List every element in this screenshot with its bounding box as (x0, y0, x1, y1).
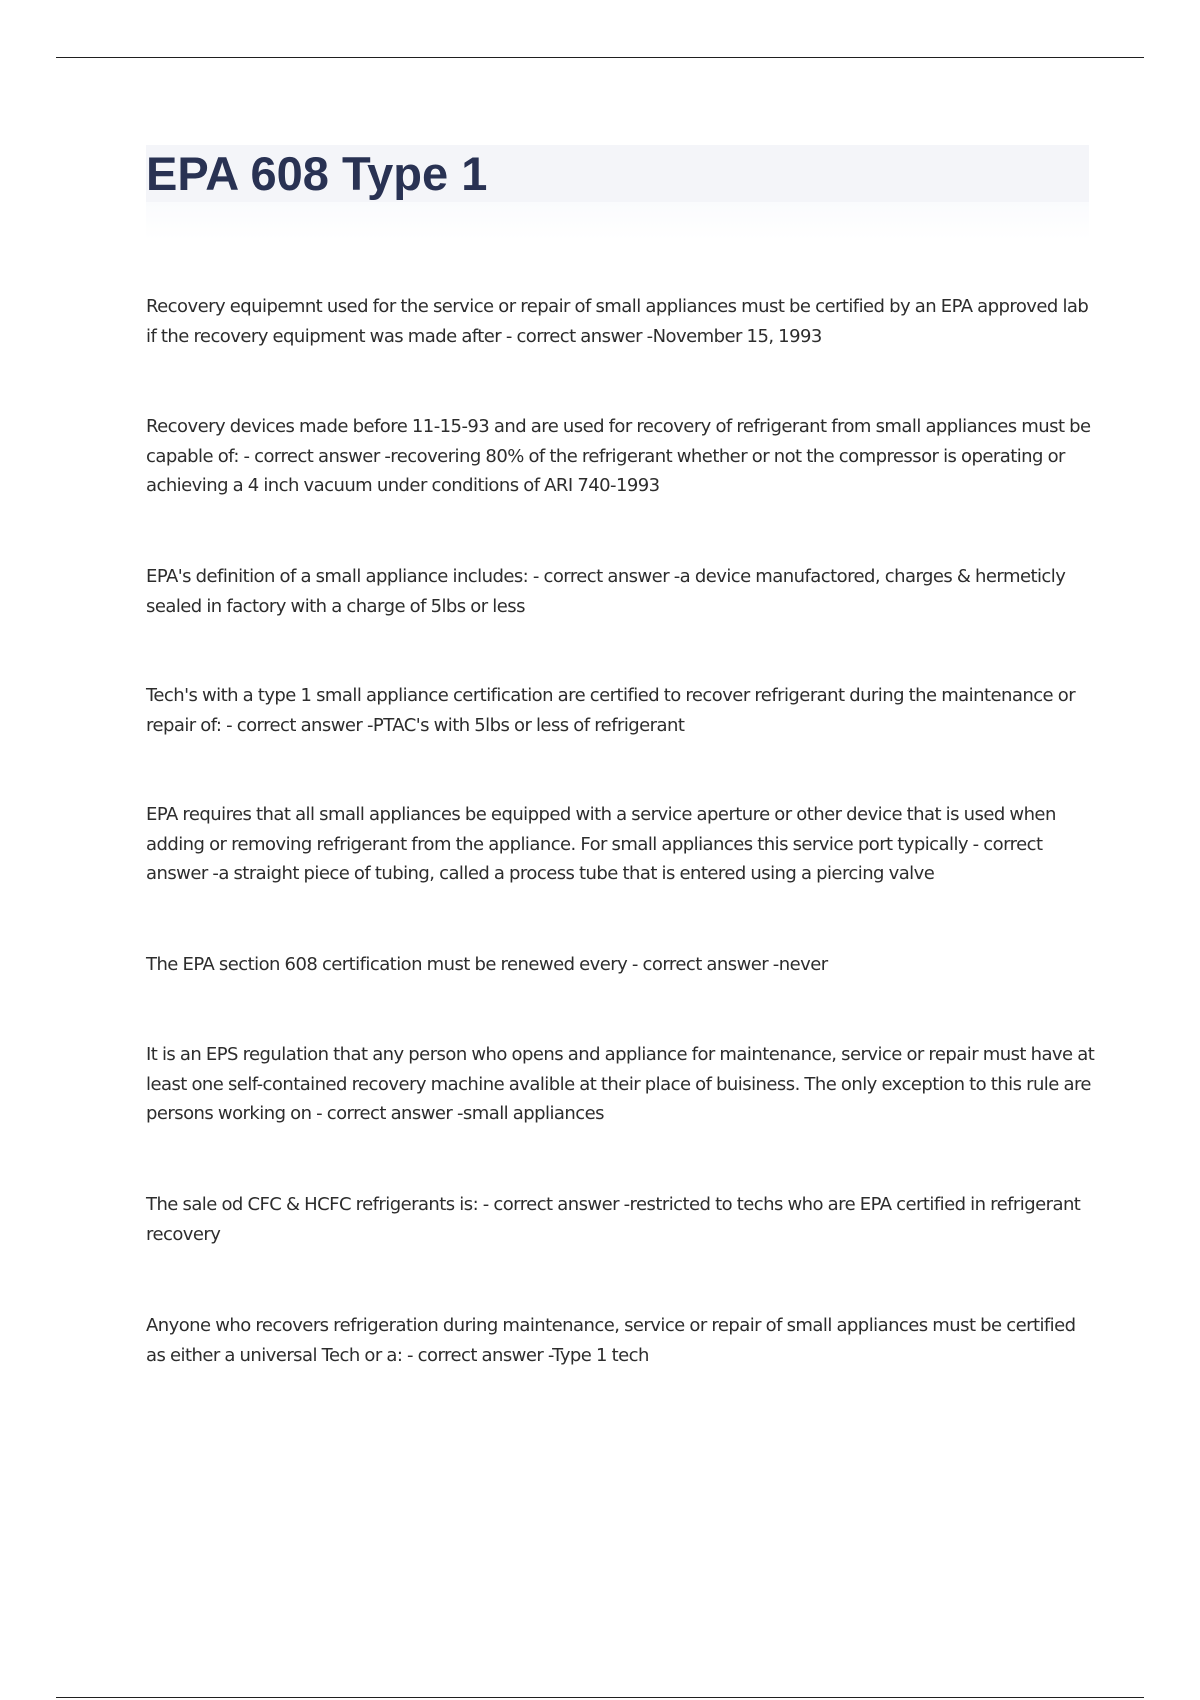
title-band-fade (146, 202, 1089, 240)
qa-item: It is an EPS regulation that any person who opens and appliance for maintenance, service or repair must have at least one self-contained recovery machine avalible at their place of buisiness. The only exception to this rule are persons working on - correct answer -small appliances (146, 1044, 1095, 1124)
top-rule (56, 57, 1144, 58)
qa-list (146, 292, 1096, 1371)
qa-item: EPA's definition of a small appliance includes: - correct answer -a device manufactored, charges & hermeticly sealed in factory with a charge of 5lbs or less (146, 566, 1066, 617)
document-title: EPA 608 Type 1 (146, 147, 488, 200)
qa-item: EPA requires that all small appliances be equipped with a service aperture or other device that is used when adding or removing refrigerant from the appliance. For small appliances this service port typically - correct answer -a straight piece of tubing, called a process tube that is entered using a piercing valve (146, 804, 1056, 884)
qa-item: The sale od CFC & HCFC refrigerants is: - correct answer -restricted to techs who are EPA certified in refrigerant recovery (146, 1194, 1081, 1245)
qa-item: Recovery equipemnt used for the service or repair of small appliances must be certified by an EPA approved lab if the recovery equipment was made after - correct answer -November 15, 1993 (146, 296, 1089, 347)
bottom-rule (56, 1697, 1144, 1698)
qa-item: Anyone who recovers refrigeration during maintenance, service or repair of small appliances must be certified as either a universal Tech or a: - correct answer -Type 1 tech (146, 1315, 1076, 1366)
qa-item: The EPA section 608 certification must be renewed every - correct answer -never (146, 954, 828, 975)
qa-item: Tech's with a type 1 small appliance certification are certified to recover refrigerant during the maintenance or repair of: - correct answer -PTAC's with 5lbs or less of refrigerant (146, 685, 1076, 736)
qa-item: Recovery devices made before 11-15-93 and are used for recovery of refrigerant from small appliances must be capable of: - correct answer -recovering 80% of the refrigerant whether or not the compressor is operating or achieving a 4 inch vacuum under conditions of ARI 740-1993 (146, 416, 1091, 496)
